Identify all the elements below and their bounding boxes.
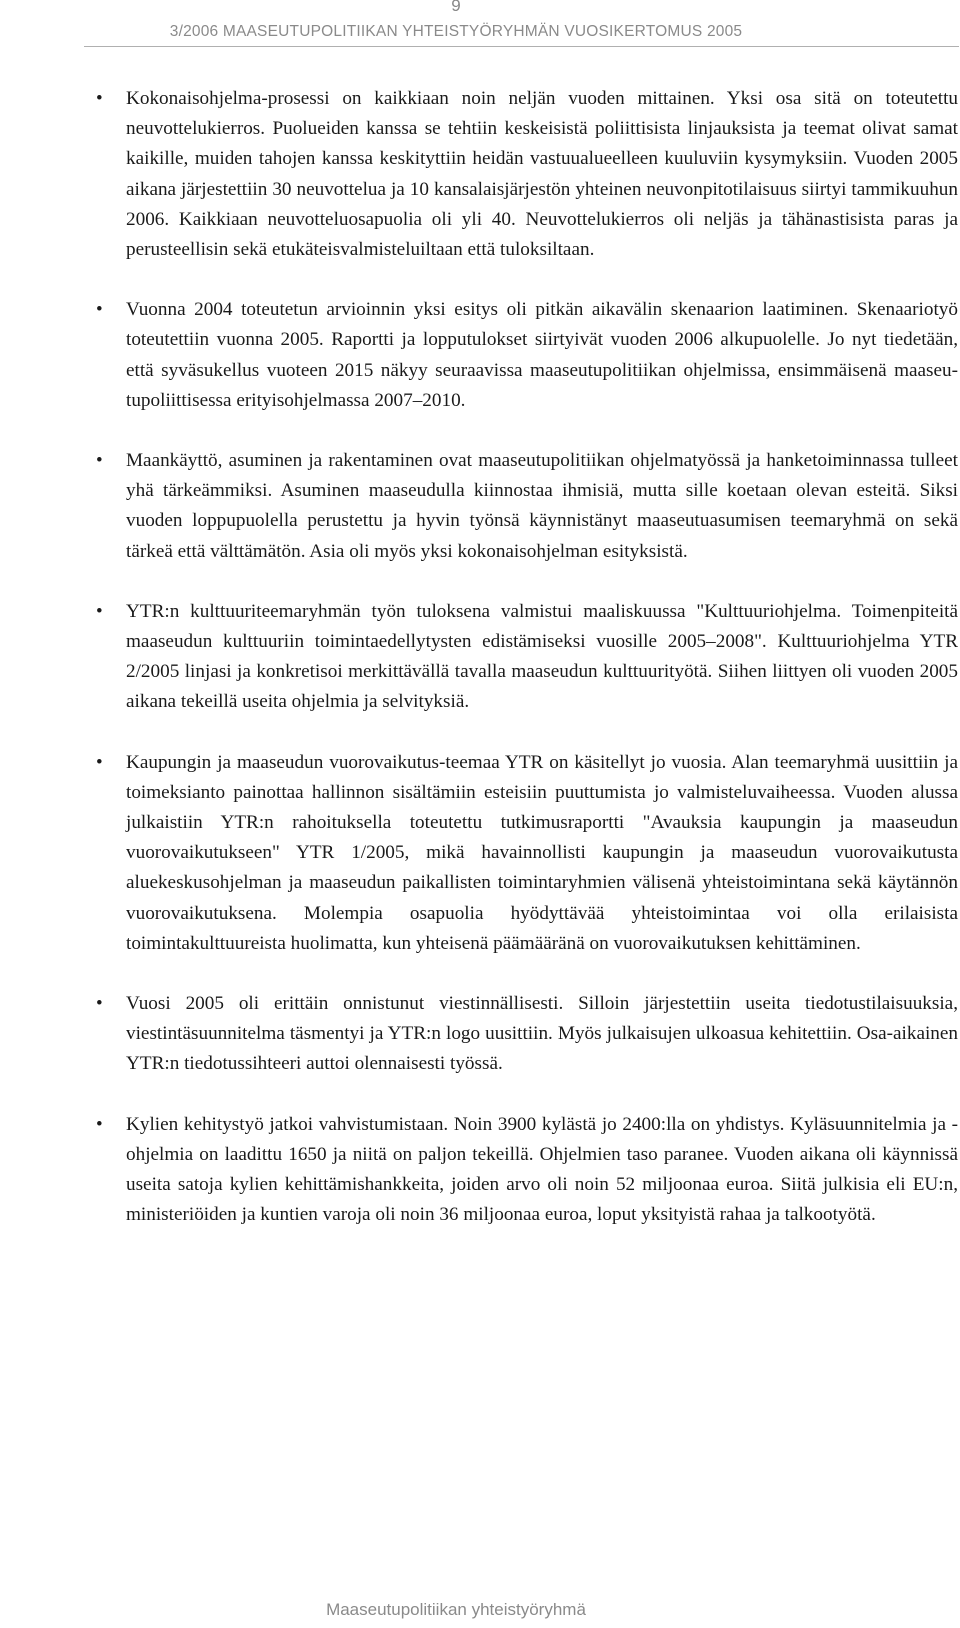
list-item [96,295,958,416]
list-item [96,446,958,567]
bullet-icon: • [96,600,103,622]
list-item [96,597,958,718]
list-item-text: Kaupungin ja maaseudun vuorovaikutus-teemaa YTR on käsitellyt jo vuosia. Alan teemaryhmä uusittiin ja toimeksianto painottaa hallinnon sisältämiin esteisiin puuttumista jo valmisteluvaiheessa. Vuoden alussa julkaistiin YTR:n rahoituksella toteutettu tutkimusraportti "Avauksia kaupungin ja maaseudun vuorovaikutukseen" YTR 1/2005, mikä havainnollisti kaupungin ja maaseudun vuorovaikutusta aluekeskusohjelman ja maaseudun paikallisten toimintaryhmien välisenä yhteistoimintana sekä käytännön vuorovaikutuksena. Molempia osapuolia hyödyttävää yhteistoimintaa voi olla erilaisista toimintakulttuureista huolimatta, kun yhteisenä päämääränä on vuorovaikutuksen kehittäminen. [126,751,958,954]
bullet-icon: • [96,299,103,321]
running-header: 3/2006 MAASEUTUPOLITIIKAN YHTEISTYÖRYHMÄN VUOSIKERTOMUS 2005 [169,23,743,40]
page-number: 9 [451,0,461,15]
list-item-text: Maankäyttö, asuminen ja rakentaminen ovat maaseutupolitiikan ohjelmatyössä ja hanketoiminnassa tulleet yhä tärkeämmiksi. Asuminen maaseudulla kiinnostaa ihmisiä, mutta sille koetaan olevan esteitä. Siksi vuoden loppupuolella perustettu ja hyvin työnsä käynnistänyt maaseutuasumisen teemaryhmä on sekä tärkeä että välttämätön. Asia oli myös yksi kokonaisohjelman esityksistä. [126,450,958,562]
bullet-list [96,84,958,1261]
list-item [96,748,958,959]
list-item-text: Kylien kehitystyö jatkoi vahvistumistaan. Noin 3900 kylästä jo 2400:lla on yhdistys. Kyläsuunnitelmia ja -ohjelmia on laadittu 1650 ja niitä on paljon tekeillä. Ohjelmien taso paranee. Vuoden aikana oli käynnissä useita satoja kylien kehittämishankkeita, joiden arvo oli noin 52 miljoonaa euroa. Siitä julkisia eli EU:n, ministeriöiden ja kuntien varoja oli noin 36 miljoonaa euroa, loput yksityistä rahaa ja talkootyötä. [126,1113,958,1226]
list-item [96,989,958,1080]
bullet-icon: • [96,993,103,1015]
list-item-text: Vuonna 2004 toteutetun arvioinnin yksi esitys oli pitkän aikavälin skenaarion laatiminen. Skenaariotyö toteutettiin vuonna 2005. Raportti ja lopputulokset siirtyivät vuoden 2006 alkupuolelle. Jo nyt tiedetään, että syväsukellus vuoteen 2015 näkyy seuraavissa maaseutupolitiikan ohjelmissa, ensimmäisenä maaseutupoliittisessa erityisohjelmassa 2007–2010. [126,299,958,411]
list-item-text: Kokonaisohjelma-prosessi on kaikkiaan noin neljän vuoden mittainen. Yksi osa sitä on toteutettu neuvottelukierros. Puolueiden kanssa se tehtiin keskeisistä poliittisista linjauksista ja teemat olivat samat kaikille, muiden tahojen kanssa keskityttiin heidän vastuualueelleen kuuluviin kysymyksiin. Vuoden 2005 aikana järjestettiin 30 neuvottelua ja 10 kansalaisjärjestön yhteinen neuvonpitotilaisuus siirtyi tammikuuhun 2006. Kaikkiaan neuvotteluosapuolia oli yli 40. Neuvottelukierros oli neljäs ja tähänastisista paras ja perusteellisin sekä etukäteisvalmisteluiltaan että tuloksiltaan. [126,88,958,261]
list-item [96,1110,958,1231]
bullet-icon: • [96,1113,103,1135]
bullet-icon: • [96,88,103,109]
list-item [96,84,958,265]
bullet-icon: • [96,450,103,472]
page-footer: Maaseutupolitiikan yhteistyöryhmä [326,1600,586,1619]
bullet-icon: • [96,751,103,773]
header-divider [84,46,959,47]
list-item-text: YTR:n kulttuuriteemaryhmän työn tuloksena valmistui maaliskuussa "Kulttuuriohjelma. Toimenpiteitä maaseudun kulttuuriin toimintaedellytysten edistämiseksi vuosille 2005–2008". Kulttuuriohjelma YTR 2/2005 linjasi ja konkretisoi merkittävällä tavalla maaseudun kulttuurityötä. Siihen liittyen oli vuoden 2005 aikana tekeillä useita ohjelmia ja selvityksiä. [126,600,958,713]
list-item-text: Vuosi 2005 oli erittäin onnistunut viestinnällisesti. Silloin järjestettiin useita tiedotustilaisuuksia, viestintäsuunnitelma täsmentyi ja YTR:n logo uusittiin. Myös julkaisujen ulkoasua kehitettiin. Osa-aikainen YTR:n tiedotussihteeri auttoi olennaisesti työssä. [126,993,958,1075]
